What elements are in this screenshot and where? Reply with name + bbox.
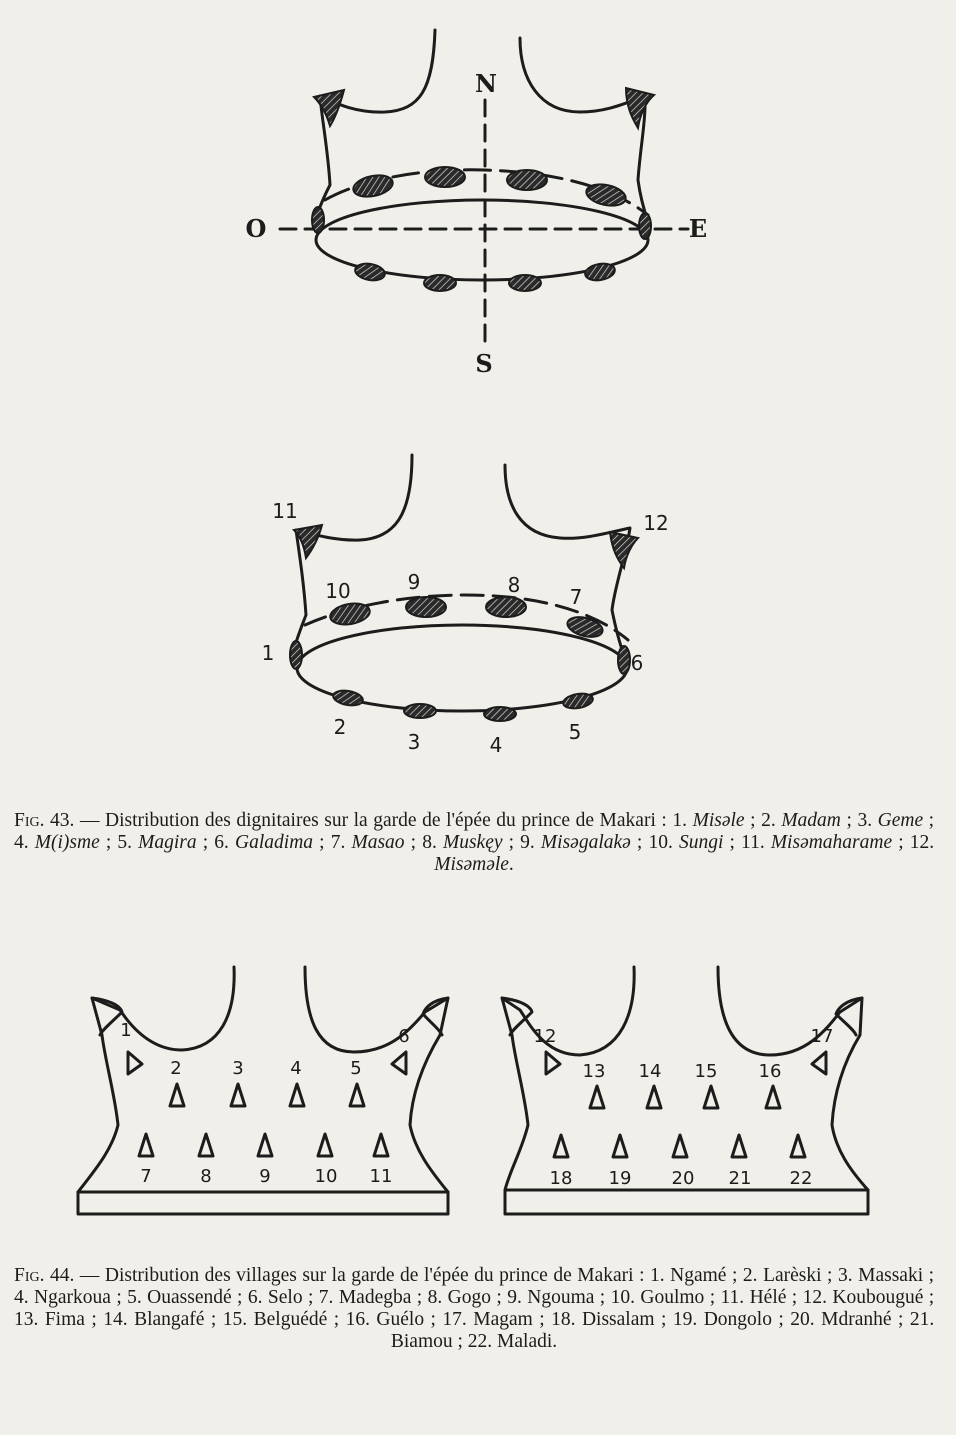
dignitary-markers	[290, 525, 638, 721]
village-label-4: 4	[290, 1058, 302, 1079]
caption-item	[507, 1287, 594, 1308]
caption-item-name: Selo	[267, 1287, 303, 1308]
marker-8	[486, 597, 526, 617]
caption-item-list: 1. Misəle ; 2. Madam ; 3. Geme ; 4. M(i)sme ; 5. Magira ; 6. Galadima ; 7. Masao ; 8. Muskęy ; 9. Misəgalakə ; 10. Sungi ; 11. Misəmaharame ; 12. Misəməle.	[14, 810, 935, 875]
village-label-5: 5	[350, 1058, 362, 1079]
guard-outline	[78, 967, 448, 1192]
caption-item-number: 18.	[551, 1309, 582, 1330]
caption-item-name: Maladi	[497, 1331, 553, 1352]
label-11: 11	[272, 499, 298, 523]
marker-10	[329, 601, 372, 628]
caption-item-name: Magira	[138, 832, 197, 853]
caption-item	[743, 1265, 822, 1286]
knob-ne-marker	[626, 88, 654, 128]
caption-item-number: 21.	[909, 1309, 935, 1330]
caption-item-number: 12.	[909, 832, 935, 853]
caption-item-name: Massaki	[858, 1265, 924, 1286]
figure-number: Fig. 43.	[14, 810, 75, 831]
caption-item-number: 22.	[467, 1331, 498, 1352]
caption-item	[14, 1309, 85, 1330]
village-label-21: 21	[728, 1168, 752, 1189]
caption-item	[673, 1309, 772, 1330]
caption-item-name: M(i)sme	[34, 832, 100, 853]
caption-item-number: 2.	[761, 810, 782, 831]
caption-item-number: 6.	[214, 832, 236, 853]
caption-item	[838, 1265, 923, 1286]
caption-item-name: Sungi	[678, 832, 724, 853]
caption-item-number: 17.	[442, 1309, 474, 1330]
caption-item	[127, 1287, 232, 1308]
caption-item	[468, 1331, 552, 1352]
caption-item	[319, 1287, 412, 1308]
label-8: 8	[507, 573, 521, 597]
caption-item	[648, 832, 723, 853]
caption-item-number: 1.	[650, 1265, 671, 1286]
figure-number: Fig. 44.	[14, 1265, 75, 1286]
knob-nw-marker	[314, 90, 344, 126]
caption-item-name: Madegba	[338, 1287, 412, 1308]
caption-item-number: 14.	[103, 1309, 135, 1330]
marker-3	[404, 704, 436, 718]
guard-outline-left	[292, 455, 412, 655]
label-12: 12	[643, 511, 669, 535]
marker-12	[610, 532, 638, 568]
caption-item-name: Ngouma	[527, 1287, 595, 1308]
caption-item	[14, 1287, 111, 1308]
caption-item	[346, 1309, 424, 1330]
caption-item-number: 13.	[14, 1309, 45, 1330]
label-5: 5	[568, 720, 582, 744]
caption-item-name: Belguédé	[253, 1309, 328, 1330]
village-label-12: 12	[533, 1026, 557, 1047]
village-label-3: 3	[232, 1058, 244, 1079]
caption-item-number: 8.	[427, 1287, 448, 1308]
caption-item-name: Dongolo	[703, 1309, 772, 1330]
caption-item	[672, 810, 744, 831]
caption-item-name: Galadima	[235, 832, 314, 853]
caption-item-name: Misəməle	[434, 854, 509, 875]
village-label-8: 8	[200, 1166, 212, 1187]
caption-item-name: Gogo	[447, 1287, 491, 1308]
village-label-20: 20	[671, 1168, 695, 1189]
village-label-22: 22	[789, 1168, 813, 1189]
caption-item	[331, 832, 405, 853]
village-label-17: 17	[810, 1026, 834, 1047]
figure-43-caption	[14, 810, 934, 876]
label-3: 3	[407, 730, 421, 754]
caption-item-name: Larèski	[763, 1265, 822, 1286]
label-1: 1	[261, 641, 275, 665]
caption-item-number: 5.	[117, 832, 139, 853]
caption-item-name: Ngamé	[670, 1265, 727, 1286]
village-label-15: 15	[694, 1061, 718, 1082]
caption-item	[223, 1309, 327, 1330]
caption-item-name: Dissalam	[581, 1309, 655, 1330]
label-4: 4	[489, 733, 503, 757]
caption-item-number: 9.	[507, 1287, 528, 1308]
caption-item	[14, 832, 100, 853]
caption-item	[520, 832, 631, 853]
village-label-19: 19	[608, 1168, 632, 1189]
caption-item-name: Muskęy	[442, 832, 503, 853]
village-label-16: 16	[758, 1061, 782, 1082]
caption-item	[248, 1287, 303, 1308]
village-label-6: 6	[398, 1026, 410, 1047]
village-label-9: 9	[259, 1166, 271, 1187]
label-9: 9	[407, 570, 421, 594]
marker-4	[484, 707, 516, 721]
guard-knob-right	[836, 998, 862, 1035]
village-label-18: 18	[549, 1168, 573, 1189]
caption-item-name: Mdranhé	[821, 1309, 892, 1330]
caption-item-name: Geme	[877, 810, 924, 831]
label-10: 10	[325, 579, 351, 603]
caption-item-name: Goulmo	[640, 1287, 705, 1308]
caption-item-name: Hélé	[749, 1287, 787, 1308]
caption-item-number: 15.	[222, 1309, 254, 1330]
caption-item	[551, 1309, 654, 1330]
marker-9	[406, 597, 446, 617]
caption-item-name: Guélo	[376, 1309, 425, 1330]
village-label-14: 14	[638, 1061, 662, 1082]
caption-item-name: Masao	[351, 832, 405, 853]
village-label-13: 13	[582, 1061, 606, 1082]
caption-item	[214, 832, 313, 853]
caption-item	[741, 832, 892, 853]
marker-5	[562, 692, 594, 711]
caption-item	[117, 832, 196, 853]
caption-item	[803, 1287, 924, 1308]
caption-item-number: 3.	[857, 810, 878, 831]
caption-item-name: Misəgalakə	[540, 832, 631, 853]
caption-item-number: 2.	[742, 1265, 764, 1286]
guard-outline-right	[520, 38, 648, 222]
caption-item	[761, 810, 841, 831]
caption-item-number: 6.	[247, 1287, 268, 1308]
caption-item-number: 11.	[741, 832, 771, 853]
caption-item	[857, 810, 923, 831]
caption-item-name: Misəmaharame	[770, 832, 893, 853]
caption-item-name: Misəle	[692, 810, 745, 831]
caption-item-number: 5.	[127, 1287, 148, 1308]
label-7: 7	[569, 585, 583, 609]
village-label-1: 1	[120, 1020, 132, 1041]
caption-item-name: Ngarkoua	[34, 1287, 111, 1308]
caption-item-number: 20.	[790, 1309, 822, 1330]
compass-north-label: N	[475, 69, 497, 98]
village-label-10: 10	[314, 1166, 338, 1187]
caption-item-number: 19.	[672, 1309, 704, 1330]
label-6: 6	[630, 651, 644, 675]
caption-item	[103, 1309, 204, 1330]
caption-item	[650, 1265, 726, 1286]
guard-base	[78, 1192, 448, 1214]
village-label-11: 11	[369, 1166, 393, 1187]
village-label-2: 2	[170, 1058, 182, 1079]
marker-1	[290, 641, 302, 669]
caption-item-number: 10.	[648, 832, 679, 853]
caption-text: — Distribution des villages sur la garde de l'épée du prince de Makari :	[79, 1265, 645, 1286]
dignitary-markers-compass	[312, 88, 654, 291]
caption-item-number: 1.	[672, 810, 693, 831]
marker-2	[332, 689, 364, 708]
caption-item-name: Biamou	[390, 1331, 453, 1352]
caption-text: — Distribution des dignitaires sur la garde de l'épée du prince de Makari :	[79, 810, 667, 831]
caption-item-number: 8.	[422, 832, 443, 853]
compass-east-label: E	[688, 214, 708, 243]
compass-south-label: S	[475, 349, 493, 378]
figure-44-caption	[14, 1265, 934, 1353]
caption-item	[422, 832, 502, 853]
village-label-7: 7	[140, 1166, 152, 1187]
caption-item-number: 10.	[610, 1287, 641, 1308]
caption-item-number: 16.	[345, 1309, 377, 1330]
caption-item-number: 7.	[330, 832, 352, 853]
caption-item-number: 3.	[838, 1265, 859, 1286]
guard-base	[505, 1190, 868, 1214]
caption-item	[442, 1309, 532, 1330]
caption-item-number: 4.	[14, 1287, 35, 1308]
caption-item-number: 7.	[318, 1287, 339, 1308]
compass-west-label: O	[245, 214, 267, 243]
caption-item	[428, 1287, 491, 1308]
caption-item-number: 9.	[520, 832, 541, 853]
label-2: 2	[333, 715, 347, 739]
caption-item	[721, 1287, 787, 1308]
marker-6	[618, 646, 630, 674]
caption-item-list: 1. Ngamé ; 2. Larèski ; 3. Massaki ; 4. Ngarkoua ; 5. Ouassendé ; 6. Selo ; 7. Madegba ; 8. Gogo ; 9. Ngouma ; 10. Goulmo ; 11. Hélé ; 12. Koubougué ; 13. Fima ; 14. Blangafé ; 15. Belguédé ; 16. Guélo ; 17. Magam ; 18. Dissalam ; 19. Dongolo ; 20. Mdranhé ; 21. Biamou ; 22. Maladi.	[14, 1265, 935, 1352]
caption-item-name: Koubougué	[832, 1287, 924, 1308]
caption-item-number: 12.	[802, 1287, 833, 1308]
caption-item-name: Ouassendé	[147, 1287, 232, 1308]
caption-item-name: Magam	[473, 1309, 533, 1330]
caption-item-name: Madam	[781, 810, 841, 831]
caption-item	[611, 1287, 705, 1308]
caption-item-number: 11.	[720, 1287, 750, 1308]
caption-item-name: Blangafé	[134, 1309, 205, 1330]
caption-item-name: Fima	[44, 1309, 85, 1330]
caption-item	[790, 1309, 891, 1330]
caption-item-number: 4.	[14, 832, 35, 853]
